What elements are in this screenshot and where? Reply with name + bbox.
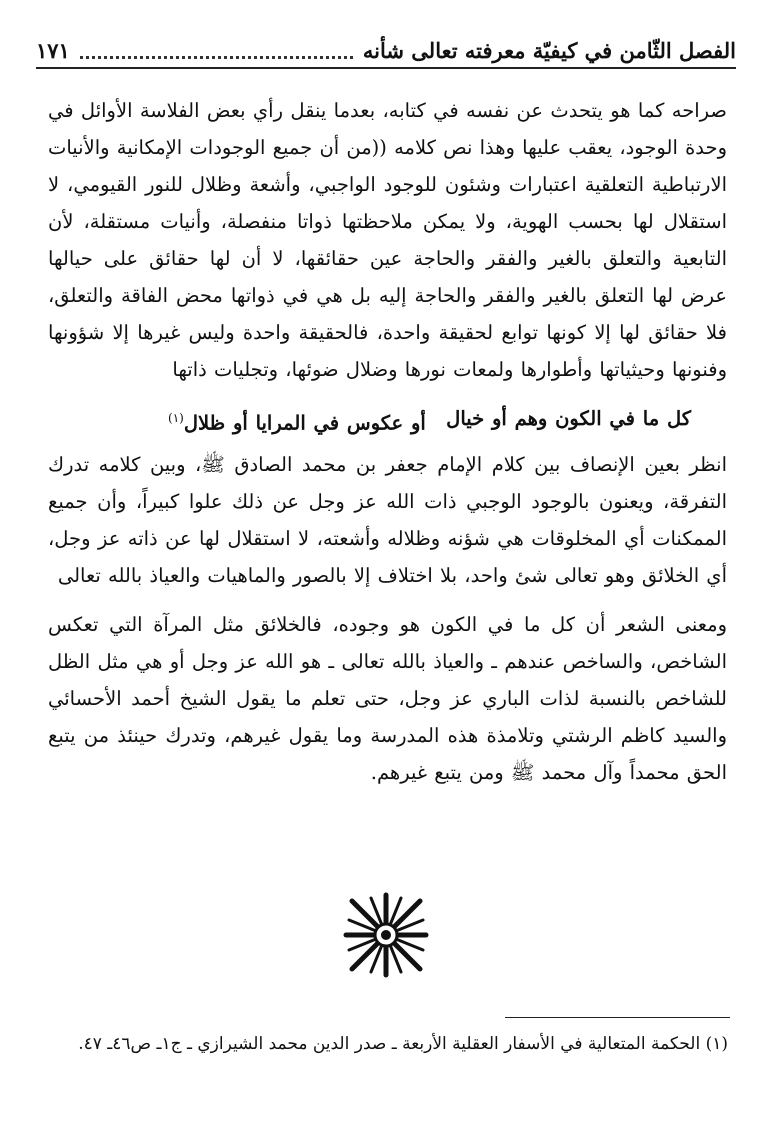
page-number: ١٧١ (36, 37, 70, 63)
verse-second-hemistich: أو عكوس في المرايا أو ظلال$^{(١)}$ (168, 411, 426, 435)
paragraph-1: صراحه كما هو يتحدث عن نفسه في كتابه، بعدما ينقل رأي بعض الفلاسة الأوائل في وحدة الوجود، يعقب عليها وهذا نص كلامه ((من أن جميع الوجودات الإمكانية والأنيات الارتباطية التعلقية اعتبارات وشئون للوجود الواجبي، وأشعة وظلال للنور القيومي، لا استقلال لها بحسب الهوية، ولا يمكن ملاحظتها ذواتا منفصلة، وأنيات مستقلة، لأن التابعية والتعلق بالغير والفقر والحاجة عين حقائقها، لا أن لها حقائق على حيالها عرض لها التعلق بالغير والفقر والحاجة إليه بل هي في ذواتها محض الفاقة والتعلق، فلا حقائق لها إلا كونها توابع لحقيقة واحدة، فالحقيقة واحدة وليس غيرها إلا شؤونها وفنونها وحيثياتها وأطوارها ولمعات نورها وضلال ضوئها، وتجليات ذاتها (48, 99, 727, 381)
main-text (48, 92, 727, 803)
verse-first-hemistich: كل ما في الكون وهم أو خيال (446, 407, 691, 430)
footnote-separator (505, 1017, 730, 1018)
footnote-marker: (١) (168, 411, 184, 425)
paragraph-3: ومعنى الشعر أن كل ما في الكون هو وجوده، فالخلائق مثل المرآة التي تعكس الشاخص، والساخص عندهم ـ والعياذ بالله تعالى ـ هو الله عز وجل أو هي مثل الظل للشاخص بالنسبة لذات الباري عز وجل، حتى تعلم ما يقول الشيخ أحمد الأحسائي والسيد كاظم الرشتي وتلامذة هذه المدرسة وما يقول غيرهم، وتدرك حينئذ من يتبع الحق محمداً وآل محمد ﷺ ومن يتبع غيرهم. (48, 612, 727, 784)
page-header (36, 33, 736, 69)
poem-verse (48, 400, 727, 442)
starburst-ornament-icon (336, 885, 436, 985)
paragraph-2: انظر بعين الإنصاف بين كلام الإمام جعفر بن محمد الصادق ﷺ، وبين كلامه تدرك التفرقة، ويعنون بالوجود الوجبي ذات الله عز وجل عن ذلك علوا كبيراً، وأن جميع الممكنات أي المخلوقات هي شؤنه وظلاله وأشعته، لا استقلال لها عن ذاته عز وجل، أي الخلائق وهو تعالى شئ واحد، بلا اختلاف إلا بالصور والماهيات والعياذ بالله تعالى (48, 452, 727, 587)
header-leader-dots (80, 42, 353, 59)
footnote: (١) الحكمة المتعالية في الأسفار العقلية الأربعة ـ صدر الدين محمد الشيرازي ـ ج١ـ ص٤٦ـ ٤٧. (78, 1034, 728, 1054)
chapter-title: الفصل الثّامن في كيفيّة معرفته تعالى شأنه (362, 37, 736, 63)
